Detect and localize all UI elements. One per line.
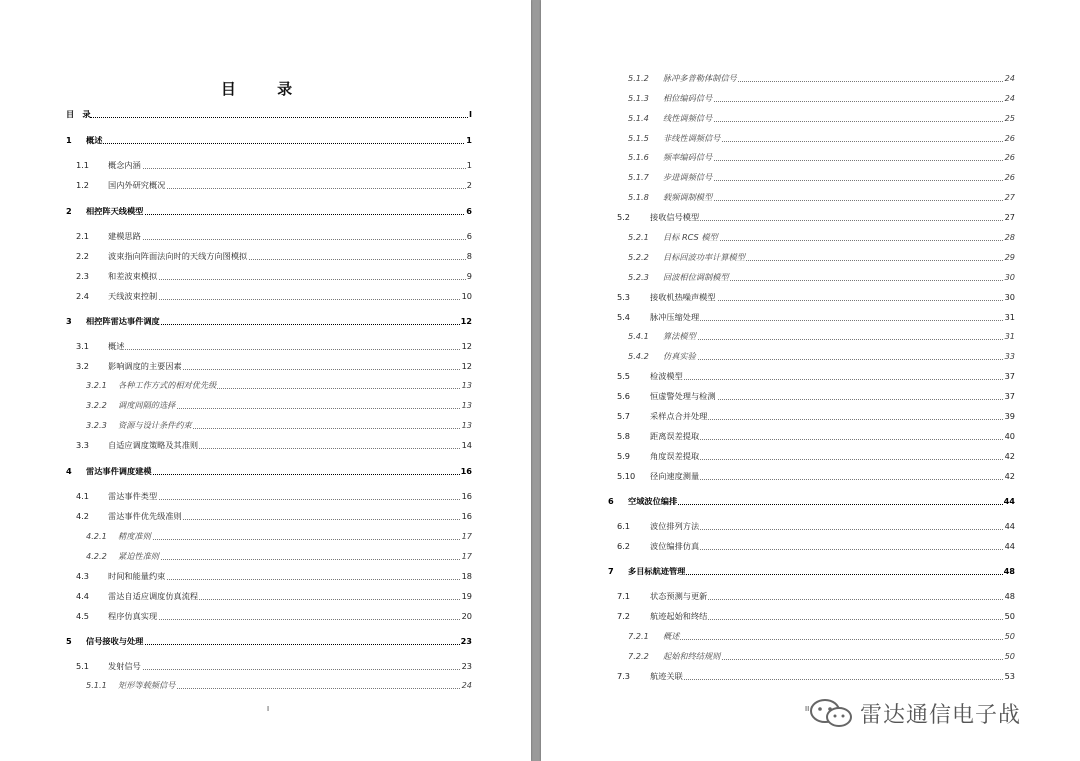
toc-entry[interactable] xyxy=(66,379,472,391)
toc-entry-title: 距离误差提取 xyxy=(650,431,700,441)
toc-entry-number: 5.1.8 xyxy=(628,192,649,202)
toc-entry-title: 紧迫性准则 xyxy=(118,551,159,561)
toc-entry-page: 48 xyxy=(1004,591,1015,601)
toc-entry-page: 42 xyxy=(1004,471,1015,481)
toc-entry-number: 6 xyxy=(608,496,614,506)
toc-entry-title: 程序仿真实现 xyxy=(108,611,158,621)
toc-leader-dots xyxy=(118,530,472,540)
toc-leader-dots xyxy=(108,340,472,350)
toc-entry-number: 2 xyxy=(66,206,72,216)
toc-entry[interactable] xyxy=(606,231,1015,243)
toc-entry[interactable] xyxy=(66,679,472,691)
toc-entry[interactable] xyxy=(66,465,472,477)
toc-entry-page: 28 xyxy=(1004,232,1015,242)
toc-entry-title: 和差波束模拟 xyxy=(108,271,158,281)
toc-entry[interactable] xyxy=(66,635,472,647)
toc-entry-page: 44 xyxy=(1004,541,1015,551)
toc-entry-title: 波位编排仿真 xyxy=(650,541,700,551)
toc-entry-title: 各种工作方式的相对优先级 xyxy=(118,380,217,390)
toc-entry-title: 雷达自适应调度仿真流程 xyxy=(108,591,199,601)
toc-entry[interactable] xyxy=(66,179,472,191)
toc-entry-title: 频率编码信号 xyxy=(663,152,713,162)
toc-entry-title: 矩形等载频信号 xyxy=(118,680,176,690)
toc-leader-dots xyxy=(663,191,1015,201)
wechat-logo-icon xyxy=(808,698,854,728)
toc-entry[interactable] xyxy=(66,205,472,217)
toc-entry[interactable] xyxy=(66,550,472,562)
toc-entry-number: 5.5 xyxy=(617,371,631,381)
toc-entry-title: 概述 xyxy=(86,135,103,145)
toc-entry-page: 13 xyxy=(461,380,472,390)
toc-entry-title: 恒虚警处理与检测 xyxy=(650,391,716,401)
toc-entry-page: 19 xyxy=(461,591,472,601)
toc-entry[interactable] xyxy=(606,430,1015,442)
toc-entry-number: 4.1 xyxy=(76,491,90,501)
toc-entry[interactable] xyxy=(66,490,472,502)
toc-entry[interactable] xyxy=(606,330,1015,342)
toc-entry[interactable] xyxy=(66,250,472,262)
toc-entry-number: 5.9 xyxy=(617,451,631,461)
toc-entry-title: 波束指向阵面法向时的天线方向图模拟 xyxy=(108,251,248,261)
toc-entry-page: 27 xyxy=(1004,212,1015,222)
toc-entry-title: 步进调频信号 xyxy=(663,172,713,182)
toc-entry[interactable] xyxy=(606,112,1015,124)
toc-entry-number: 4.4 xyxy=(76,591,90,601)
toc-entry[interactable] xyxy=(606,565,1015,577)
toc-entry-number: 目 录 xyxy=(66,109,91,119)
toc-leader-dots xyxy=(663,630,1015,640)
toc-leader-dots xyxy=(663,112,1015,122)
toc-entry-title: 载频调制模型 xyxy=(663,192,713,202)
toc-entry[interactable] xyxy=(606,350,1015,362)
toc-entry[interactable] xyxy=(66,290,472,302)
toc-entry-number: 3.2 xyxy=(76,361,90,371)
toc-leader-dots xyxy=(650,430,1015,440)
toc-entry-page: 17 xyxy=(461,531,472,541)
toc-entry[interactable] xyxy=(606,271,1015,283)
toc-entry[interactable] xyxy=(606,211,1015,223)
toc-entry[interactable] xyxy=(606,540,1015,552)
toc-entry[interactable] xyxy=(66,419,472,431)
toc-leader-dots xyxy=(650,450,1015,460)
toc-entry-page: 16 xyxy=(461,511,472,521)
toc-leader-dots xyxy=(118,550,472,560)
toc-leader-dots xyxy=(663,92,1015,102)
toc-entry[interactable] xyxy=(606,520,1015,532)
toc-entry[interactable] xyxy=(606,590,1015,602)
toc-entry[interactable] xyxy=(66,360,472,372)
toc-leader-dots xyxy=(108,610,472,620)
toc-entry-number: 3.1 xyxy=(76,341,90,351)
toc-entry-page: 31 xyxy=(1004,312,1015,322)
toc-entry-title: 概述 xyxy=(663,631,680,641)
toc-entry-title: 起始和终结规则 xyxy=(663,651,721,661)
toc-entry-title: 国内外研究概况 xyxy=(108,180,166,190)
toc-entry-title: 相控阵天线模型 xyxy=(86,206,144,216)
toc-leader-dots xyxy=(650,540,1015,550)
toc-heading: 目 录 xyxy=(220,80,311,98)
toc-entry-page: 42 xyxy=(1004,451,1015,461)
toc-entry-page: 12 xyxy=(460,316,472,326)
toc-entry-number: 5.10 xyxy=(617,471,636,481)
toc-entry-number: 5.1.2 xyxy=(628,73,649,83)
toc-entry-number: 3.2.1 xyxy=(86,380,107,390)
toc-entry[interactable] xyxy=(66,660,472,672)
toc-entry-page: 50 xyxy=(1004,631,1015,641)
toc-leader-dots xyxy=(650,211,1015,221)
toc-entry[interactable] xyxy=(66,108,472,120)
toc-entry-page: 39 xyxy=(1004,411,1015,421)
toc-entry-title: 发射信号 xyxy=(108,661,141,671)
toc-entry-title: 采样点合并处理 xyxy=(650,411,708,421)
toc-entry-page: 6 xyxy=(466,206,472,216)
toc-leader-dots xyxy=(628,495,1015,505)
toc-entry-number: 5.2.1 xyxy=(628,232,649,242)
toc-entry[interactable] xyxy=(66,134,472,146)
toc-leader-dots xyxy=(108,660,472,670)
toc-entry-number: 2.2 xyxy=(76,251,90,261)
toc-leader-dots xyxy=(650,470,1015,480)
toc-entry-title: 回波相位调制模型 xyxy=(663,272,729,282)
toc-leader-dots xyxy=(108,490,472,500)
toc-entry-title: 雷达事件优先级准则 xyxy=(108,511,182,521)
toc-entry-number: 5.1.3 xyxy=(628,93,649,103)
toc-entry-number: 2.3 xyxy=(76,271,90,281)
toc-leader-dots xyxy=(86,134,472,144)
toc-entry[interactable] xyxy=(606,311,1015,323)
toc-entry-title: 雷达事件类型 xyxy=(108,491,158,501)
toc-entry[interactable] xyxy=(66,159,472,171)
toc-entry-title: 径向速度测量 xyxy=(650,471,700,481)
toc-leader-dots xyxy=(663,350,1015,360)
toc-entry-page: 17 xyxy=(461,551,472,561)
toc-entry-title: 影响调度的主要因素 xyxy=(108,361,182,371)
toc-entry[interactable] xyxy=(66,399,472,411)
toc-entry-number: 5.1.1 xyxy=(86,680,107,690)
toc-entry-title: 算法模型 xyxy=(663,331,696,341)
toc-leader-dots xyxy=(663,330,1015,340)
toc-entry-page: 30 xyxy=(1004,272,1015,282)
toc-entry-title: 接收机热噪声模型 xyxy=(650,292,716,302)
toc-entry-title: 状态预测与更新 xyxy=(650,591,708,601)
toc-entry-page: 8 xyxy=(466,251,472,261)
toc-entry[interactable] xyxy=(606,72,1015,84)
toc-entry-title: 概述 xyxy=(108,341,125,351)
toc-leader-dots xyxy=(650,311,1015,321)
toc-entry[interactable] xyxy=(66,315,472,327)
toc-entry-number: 4.2.1 xyxy=(86,531,107,541)
toc-entry-number: 5.7 xyxy=(617,411,631,421)
toc-entry-title: 角度误差提取 xyxy=(650,451,700,461)
toc-leader-dots xyxy=(650,670,1015,680)
toc-entry[interactable] xyxy=(606,470,1015,482)
toc-entry-page: 12 xyxy=(461,361,472,371)
toc-entry-page: 29 xyxy=(1004,252,1015,262)
toc-entry-number: 4 xyxy=(66,466,72,476)
toc-entry-title: 建模思路 xyxy=(108,231,141,241)
toc-entry-title: 相控阵雷达事件调度 xyxy=(86,316,160,326)
toc-entry-title: 空域波位编排 xyxy=(628,496,678,506)
toc-entry-title: 目标 RCS 模型 xyxy=(663,232,718,242)
toc-entry-page: 12 xyxy=(461,341,472,351)
toc-entry-page: 50 xyxy=(1004,611,1015,621)
toc-entry-page: 24 xyxy=(1004,93,1015,103)
toc-entry-title: 调度间隔的选择 xyxy=(118,400,176,410)
toc-entry[interactable] xyxy=(606,92,1015,104)
toc-entry-number: 5.2.3 xyxy=(628,272,649,282)
page-number-footer: I xyxy=(267,705,270,713)
toc-entry-title: 自适应调度策略及其准则 xyxy=(108,440,199,450)
toc-entry-page: 37 xyxy=(1004,391,1015,401)
toc-entry-number: 7.2 xyxy=(617,611,631,621)
toc-entry-page: 40 xyxy=(1004,431,1015,441)
toc-entry[interactable] xyxy=(606,291,1015,303)
toc-leader-dots xyxy=(650,370,1015,380)
toc-entry-number: 5.4.1 xyxy=(628,331,649,341)
toc-leader-dots xyxy=(650,520,1015,530)
toc-entry-page: 18 xyxy=(461,571,472,581)
toc-entry-number: 2.4 xyxy=(76,291,90,301)
toc-entry[interactable] xyxy=(66,270,472,282)
toc-entry-title: 多目标航迹管理 xyxy=(628,566,686,576)
toc-entry-title: 时间和能量约束 xyxy=(108,571,166,581)
toc-entry-page: 16 xyxy=(460,466,472,476)
toc-entry[interactable] xyxy=(66,610,472,622)
toc-entry-page: 53 xyxy=(1004,671,1015,681)
toc-entry[interactable] xyxy=(66,530,472,542)
toc-leader-dots xyxy=(90,108,472,118)
toc-entry-page: 25 xyxy=(1004,113,1015,123)
toc-leader-dots xyxy=(108,270,472,280)
toc-entry[interactable] xyxy=(606,370,1015,382)
toc-entry-number: 5.2 xyxy=(617,212,631,222)
toc-entry[interactable] xyxy=(606,630,1015,642)
toc-entry[interactable] xyxy=(606,410,1015,422)
toc-entry[interactable] xyxy=(606,390,1015,402)
toc-page-right xyxy=(541,0,1080,761)
toc-entry-page: 24 xyxy=(461,680,472,690)
toc-entry-title: 天线波束控制 xyxy=(108,291,158,301)
toc-entry-page: 26 xyxy=(1004,152,1015,162)
toc-entry-page: 2 xyxy=(466,180,472,190)
toc-entry-page: 9 xyxy=(466,271,472,281)
toc-entry-page: 44 xyxy=(1003,496,1015,506)
toc-entry[interactable] xyxy=(66,340,472,352)
toc-entry-title: 检波模型 xyxy=(650,371,683,381)
toc-entry-number: 5.6 xyxy=(617,391,631,401)
toc-entry-title: 概念内涵 xyxy=(108,160,141,170)
toc-entry-title: 目标回波功率计算模型 xyxy=(663,252,745,262)
toc-entry-title: 脉冲压缩处理 xyxy=(650,312,700,322)
toc-entry-title: 非线性调频信号 xyxy=(663,133,721,143)
toc-entry-title: 信号接收与处理 xyxy=(86,636,144,646)
toc-entry-number: 4.2.2 xyxy=(86,551,107,561)
toc-entry-number: 7.1 xyxy=(617,591,631,601)
toc-entry-page: 50 xyxy=(1004,651,1015,661)
toc-entry-number: 5.1.5 xyxy=(628,133,649,143)
toc-entry-title: 航迹起始和终结 xyxy=(650,611,708,621)
toc-entry-page: 23 xyxy=(460,636,472,646)
toc-entry-number: 6.2 xyxy=(617,541,631,551)
toc-entry[interactable] xyxy=(606,450,1015,462)
toc-entry[interactable] xyxy=(606,151,1015,163)
toc-entry-page: I xyxy=(468,109,472,119)
toc-entry-number: 3.3 xyxy=(76,440,90,450)
watermark-text: 雷达通信电子战 xyxy=(860,702,1022,728)
toc-entry-page: 31 xyxy=(1004,331,1015,341)
toc-entry-page: 1 xyxy=(466,135,472,145)
toc-entry[interactable] xyxy=(66,230,472,242)
toc-entry-number: 1 xyxy=(66,135,72,145)
toc-entry-title: 资源与设计条件约束 xyxy=(118,420,192,430)
toc-entry-page: 14 xyxy=(461,440,472,450)
toc-entry-number: 7.2.1 xyxy=(628,631,649,641)
toc-entry-page: 1 xyxy=(466,160,472,170)
toc-leader-dots xyxy=(108,230,472,240)
toc-entry[interactable] xyxy=(66,570,472,582)
toc-entry[interactable] xyxy=(606,610,1015,622)
toc-leader-dots xyxy=(108,290,472,300)
toc-entry-number: 5.2.2 xyxy=(628,252,649,262)
toc-entry-page: 13 xyxy=(461,420,472,430)
toc-entry-page: 27 xyxy=(1004,192,1015,202)
toc-entry[interactable] xyxy=(606,171,1015,183)
toc-entry[interactable] xyxy=(606,132,1015,144)
toc-entry-title: 航迹关联 xyxy=(650,671,683,681)
toc-entry-number: 4.2 xyxy=(76,511,90,521)
toc-entry-number: 6.1 xyxy=(617,521,631,531)
toc-page-left xyxy=(0,0,531,761)
toc-entry[interactable] xyxy=(66,510,472,522)
toc-entry[interactable] xyxy=(606,251,1015,263)
toc-entry-page: 10 xyxy=(461,291,472,301)
toc-entry-title: 相位编码信号 xyxy=(663,93,713,103)
toc-entry-number: 5.1 xyxy=(76,661,90,671)
toc-leader-dots xyxy=(663,151,1015,161)
toc-entry-number: 7 xyxy=(608,566,614,576)
toc-entry-page: 33 xyxy=(1004,351,1015,361)
toc-entry-page: 48 xyxy=(1003,566,1015,576)
toc-entry-number: 4.3 xyxy=(76,571,90,581)
toc-entry-page: 6 xyxy=(466,231,472,241)
toc-entry-number: 5.8 xyxy=(617,431,631,441)
toc-entry-number: 3.2.2 xyxy=(86,400,107,410)
toc-entry-page: 37 xyxy=(1004,371,1015,381)
toc-entry[interactable] xyxy=(606,495,1015,507)
toc-leader-dots xyxy=(663,171,1015,181)
toc-entry-number: 3.2.3 xyxy=(86,420,107,430)
toc-entry-title: 仿真实验 xyxy=(663,351,696,361)
toc-entry[interactable] xyxy=(66,590,472,602)
toc-entry-number: 5.4.2 xyxy=(628,351,649,361)
toc-entry-page: 44 xyxy=(1004,521,1015,531)
toc-entry-number: 7.2.2 xyxy=(628,651,649,661)
toc-entry-number: 5.3 xyxy=(617,292,631,302)
toc-entry-page: 16 xyxy=(461,491,472,501)
toc-entry-title: 波位排列方法 xyxy=(650,521,700,531)
toc-entry-page: 30 xyxy=(1004,292,1015,302)
toc-entry[interactable] xyxy=(66,439,472,451)
toc-entry-number: 5.4 xyxy=(617,312,631,322)
toc-entry-page: 23 xyxy=(461,661,472,671)
toc-leader-dots xyxy=(108,159,472,169)
toc-entry-title: 接收信号模型 xyxy=(650,212,700,222)
toc-entry-page: 20 xyxy=(461,611,472,621)
toc-entry-number: 5.1.7 xyxy=(628,172,649,182)
toc-entry-number: 2.1 xyxy=(76,231,90,241)
toc-entry-number: 5.1.6 xyxy=(628,152,649,162)
toc-entry[interactable] xyxy=(606,670,1015,682)
toc-entry-number: 7.3 xyxy=(617,671,631,681)
toc-entry-title: 雷达事件调度建模 xyxy=(86,466,152,476)
toc-entry[interactable] xyxy=(606,191,1015,203)
toc-entry-page: 24 xyxy=(1004,73,1015,83)
watermark xyxy=(808,696,1021,730)
toc-entry-number: 1.2 xyxy=(76,180,90,190)
toc-entry[interactable] xyxy=(606,650,1015,662)
toc-entry-title: 线性调频信号 xyxy=(663,113,713,123)
toc-entry-number: 5 xyxy=(66,636,72,646)
toc-entry-number: 3 xyxy=(66,316,72,326)
toc-entry-page: 13 xyxy=(461,400,472,410)
toc-entry-number: 5.1.4 xyxy=(628,113,649,123)
toc-entry-number: 4.5 xyxy=(76,611,90,621)
toc-entry-page: 26 xyxy=(1004,172,1015,182)
page-number-footer: II xyxy=(805,705,810,713)
toc-entry-title: 精度准则 xyxy=(118,531,151,541)
toc-entry-page: 26 xyxy=(1004,133,1015,143)
toc-entry-title: 脉冲多普勒体制信号 xyxy=(663,73,737,83)
toc-entry-number: 1.1 xyxy=(76,160,90,170)
